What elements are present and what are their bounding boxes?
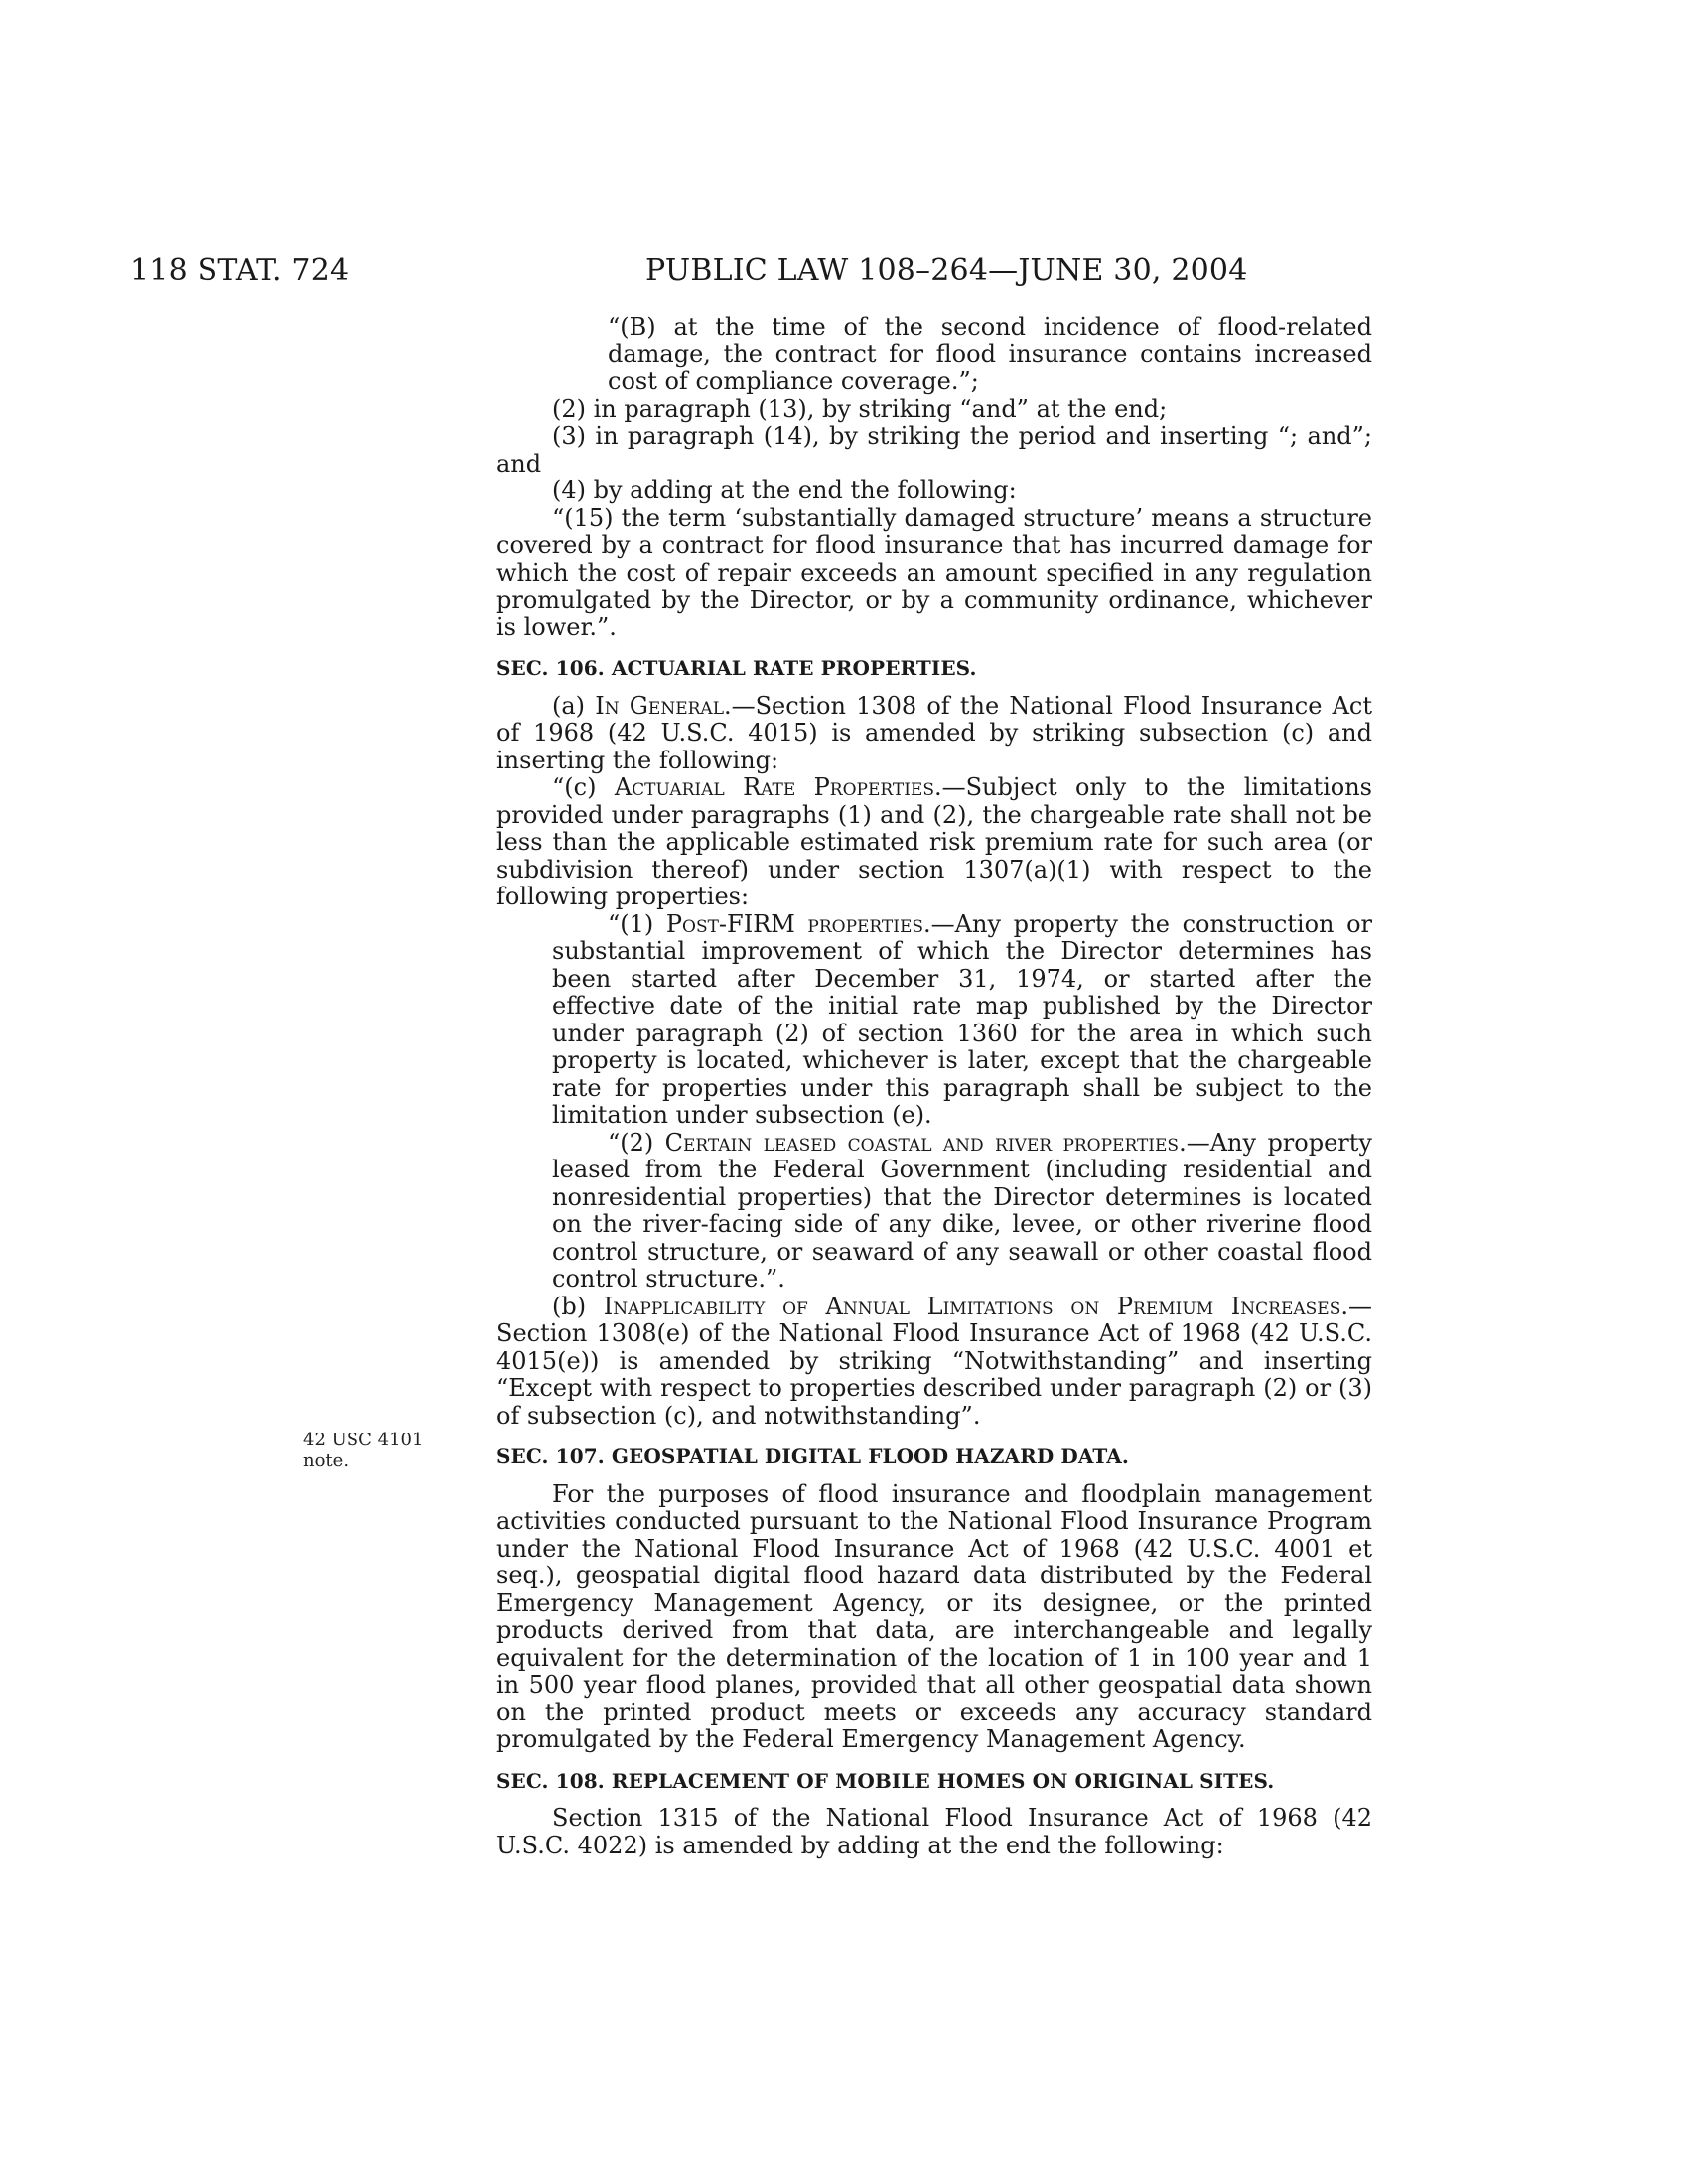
paragraph-label: “(2) (608, 1128, 665, 1157)
stat-page-number: 118 STAT. 724 (130, 253, 350, 288)
paragraph-heading: Post-FIRM properties (665, 909, 924, 938)
paragraph-label: (b) (552, 1292, 604, 1320)
paragraph-106-a (496, 693, 1372, 775)
paragraph-106-c (496, 774, 1372, 911)
paragraph-text: .—Section 1308 of the National Flood Insurance Act of 1968 (42 U.S.C. 4015) is amended by striking subsection (c) and inserting the following: (496, 691, 1372, 774)
section-106-heading: SEC. 106. ACTUARIAL RATE PROPERTIES. (496, 656, 977, 680)
paragraph-text: .—Section 1308(e) of the National Flood Insurance Act of 1968 (42 U.S.C. 4015(e)) is amended by striking “Notwithstanding” and inserting “Except with respect to properties described under paragraph (2) or (3) of subsection (c), and notwithstanding”. (496, 1292, 1373, 1430)
paragraph-heading: Actuarial Rate Properties (614, 773, 934, 801)
paragraph-amendment-3: (3) in paragraph (14), by striking the period and inserting “; and”; and (496, 422, 1372, 478)
margin-note-sec107 (303, 1430, 423, 1471)
paragraph-heading: Certain leased coastal and river properties (664, 1128, 1180, 1157)
paragraph-107-body: For the purposes of flood insurance and floodplain management activities conducted pursuant to the National Flood Insurance Program under the National Flood Insurance Act of 1968 (42 U.S.C. 4001 et seq.), geospatial digital flood hazard data distributed by the Federal Emergency Management Agency, or its designee, or the printed products derived from that data, are interchangeable and legally equivalent for the determination of the location of 1 in 100 year and 1 in 500 year flood planes, provided that all other geospatial data shown on the printed product meets or exceeds any accuracy standard promulgated by the Federal Emergency Management Agency. (496, 1479, 1372, 1753)
paragraph-label: “(1) (608, 909, 666, 938)
paragraph-108-body: Section 1315 of the National Flood Insurance Act of 1968 (42 U.S.C. 4022) is amended by adding at the end the following: (496, 1804, 1372, 1859)
paragraph-text: .—Any property leased from the Federal Government (including residential and nonresidential properties) that the Director determines is located on the river-facing side of any dike, levee, or other riverine flood control structure, or seaward of any seawall or other coastal flood control structure.”. (552, 1128, 1372, 1293)
paragraph-heading: Inapplicability of Annual Limitations on Premium Increases (603, 1292, 1341, 1320)
section-108-heading: SEC. 108. REPLACEMENT OF MOBILE HOMES ON ORIGINAL SITES. (496, 1768, 1275, 1793)
paragraph-amendment-2: (2) in paragraph (13), by striking “and” at the end; (552, 394, 1168, 423)
paragraph-definition-15: “(15) the term ‘substantially damaged structure’ means a structure covered by a contract for flood insurance that has incurred damage for which the cost of repair exceeds an amount specified in any regulation promulgated by the Director, or by a community ordinance, whichever is lower.”. (496, 503, 1372, 641)
paragraph-106-c-1 (496, 911, 1372, 1130)
margin-note-line: note. (303, 1450, 350, 1471)
paragraph-label: “(c) (552, 773, 615, 801)
paragraph-text: .—Any property the construction or substantial improvement of which the Director determines has been started after December 31, 1974, or started after the effective date of the initial rate map published by the Director under paragraph (2) of section 1360 for the area in which such property is located, whichever is later, except that the chargeable rate for properties under this paragraph shall be subject to the limitation under subsection (e). (552, 909, 1372, 1129)
paragraph-b-continuation: “(B) at the time of the second incidence of flood-related damage, the contract for flood insurance contains increased cost of compliance coverage.”; (608, 313, 1372, 395)
paragraph-text: .—Subject only to the limitations provided under paragraphs (1) and (2), the chargeable rate shall not be less than the applicable estimated risk premium rate for such area (or subdivision thereof) under section 1307(a)(1) with respect to the following properties: (496, 773, 1372, 910)
paragraph-label: (a) (552, 691, 596, 720)
section-107-heading: SEC. 107. GEOSPATIAL DIGITAL FLOOD HAZARD DATA. (496, 1444, 1129, 1468)
margin-note-line: 42 USC 4101 (303, 1430, 424, 1450)
paragraph-106-b (496, 1294, 1372, 1431)
paragraph-amendment-4: (4) by adding at the end the following: (552, 477, 1017, 504)
document-body (496, 314, 1372, 1859)
paragraph-106-c-2 (496, 1130, 1372, 1294)
paragraph-heading: In General (595, 691, 724, 720)
page-title: PUBLIC LAW 108–264—JUNE 30, 2004 (645, 253, 1248, 288)
